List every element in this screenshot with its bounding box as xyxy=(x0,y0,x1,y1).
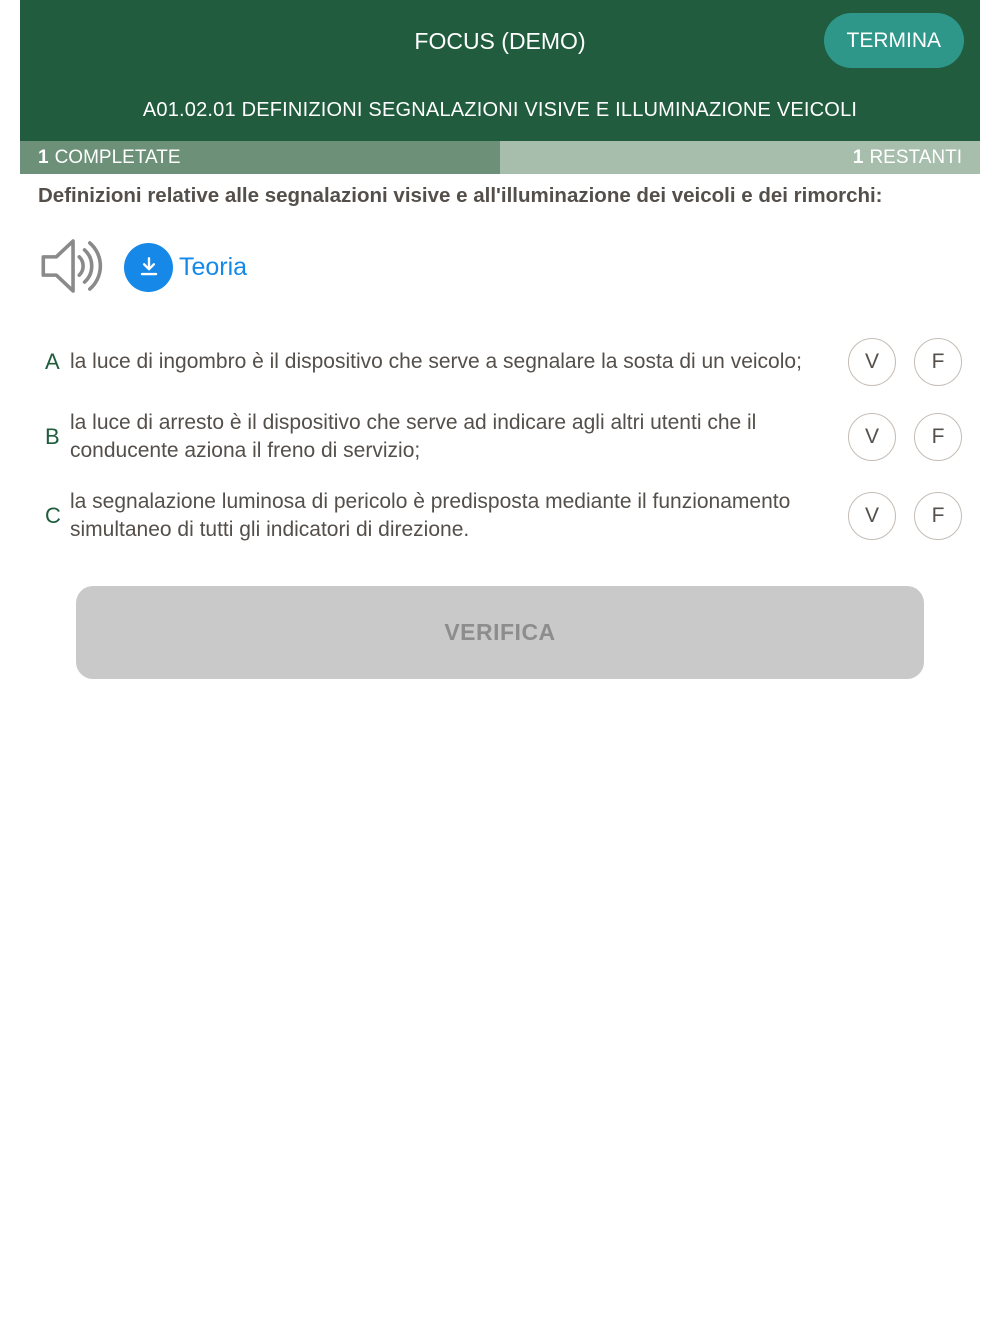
answer-b-false-button[interactable]: F xyxy=(914,413,962,461)
remaining-count: 1 xyxy=(852,146,864,168)
answer-letter: B xyxy=(45,424,60,449)
app-frame xyxy=(20,0,980,174)
remaining-label: RESTANTI xyxy=(869,146,962,168)
audio-row xyxy=(38,234,962,300)
question-text: Definizioni relative alle segnalazioni visive e all'illuminazione dei veicoli e dei rimorchi: xyxy=(38,184,883,207)
progress-remaining-segment xyxy=(500,141,980,174)
answer-c-false-button[interactable]: F xyxy=(914,492,962,540)
theory-button[interactable] xyxy=(124,243,247,292)
progress-completed-segment xyxy=(20,141,500,174)
page-title: FOCUS (DEMO) xyxy=(414,28,586,54)
answer-c-true-button[interactable]: V xyxy=(848,492,896,540)
completed-label: COMPLETATE xyxy=(54,146,181,168)
verify-button[interactable]: VERIFICA xyxy=(76,586,924,679)
speaker-icon xyxy=(38,233,110,302)
audio-play-button[interactable] xyxy=(38,234,110,300)
answer-text: la segnalazione luminosa di pericolo è predisposta mediante il funzionamento simultaneo di tutti gli indicatori di direzione. xyxy=(70,490,791,541)
answer-text: la luce di arresto è il dispositivo che serve ad indicare agli altri utenti che il conducente aziona il freno di servizio; xyxy=(70,411,757,462)
termina-button[interactable]: TERMINA xyxy=(824,13,965,68)
vf-group-a xyxy=(848,338,962,386)
answer-b-true-button[interactable]: V xyxy=(848,413,896,461)
theory-button-label: Teoria xyxy=(179,252,248,281)
download-icon xyxy=(124,243,173,292)
answer-a-false-button[interactable]: F xyxy=(914,338,962,386)
vf-group-b xyxy=(848,413,962,461)
answer-row-b xyxy=(38,409,962,465)
answers-list xyxy=(38,338,962,544)
chapter-subtitle: A01.02.01 DEFINIZIONI SEGNALAZIONI VISIVE E ILLUMINAZIONE VEICOLI xyxy=(142,99,858,121)
completed-count: 1 xyxy=(38,146,49,168)
answer-row-c xyxy=(38,488,962,544)
main-content xyxy=(0,183,1000,679)
answer-a-true-button[interactable]: V xyxy=(848,338,896,386)
progress-bar xyxy=(20,141,980,174)
answer-letter: A xyxy=(45,349,60,374)
answer-letter: C xyxy=(45,503,61,528)
answer-text: la luce di ingombro è il dispositivo che serve a segnalare la sosta di un veicolo; xyxy=(70,350,802,373)
vf-group-c xyxy=(848,492,962,540)
header xyxy=(20,0,980,141)
answer-row-a xyxy=(38,338,962,386)
